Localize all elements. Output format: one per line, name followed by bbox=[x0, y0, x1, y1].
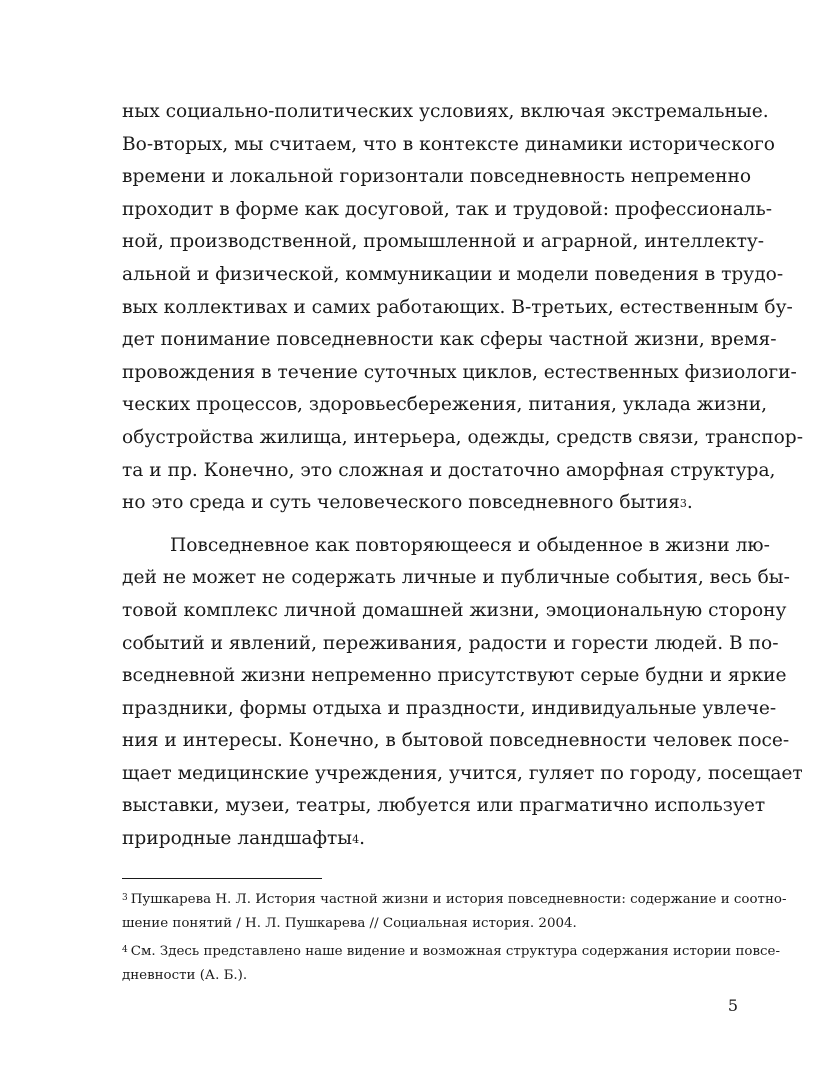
text-line: событий и явлений, переживания, радости и горести людей. В по- bbox=[122, 632, 779, 654]
text-line: ной, производственной, промышленной и аграрной, интеллекту- bbox=[122, 231, 765, 253]
footnote-line: шение понятий / Н. Л. Пушкарева // Социальная история. 2004. bbox=[122, 916, 577, 931]
text-line: вых коллективах и самих работающих. В-третьих, естественным бу- bbox=[122, 296, 793, 318]
paragraph-1 bbox=[122, 96, 803, 520]
footnote-reference-4[interactable]: 4 bbox=[352, 833, 360, 847]
text-line: щает медицинские учреждения, учится, гуляет по городу, посещает bbox=[122, 762, 803, 784]
paragraph-gap bbox=[122, 520, 738, 530]
page-number: 5 bbox=[727, 996, 738, 1015]
text-fragment: . bbox=[359, 828, 366, 850]
footnote-mark: 4 bbox=[122, 945, 128, 955]
footnote-3 bbox=[122, 888, 787, 936]
footnote-divider bbox=[122, 878, 322, 879]
footnote-mark: 3 bbox=[122, 893, 128, 903]
footnote-4 bbox=[122, 940, 780, 988]
text-line: та и пр. Конечно, это сложная и достаточно аморфная структура, bbox=[122, 459, 776, 481]
text-line-last bbox=[122, 823, 738, 856]
text-line: товой комплекс личной домашней жизни, эмоциональную сторону bbox=[122, 599, 787, 621]
text-fragment: но это среда и суть человеческого повседневного бытия bbox=[122, 492, 680, 514]
text-line: вседневной жизни непременно присутствуют серые будни и яркие bbox=[122, 665, 787, 687]
text-line-last bbox=[122, 487, 738, 520]
text-line: ния и интересы. Конечно, в бытовой повседневности человек посе- bbox=[122, 730, 790, 752]
footnote-text: Пушкарева Н. Л. История частной жизни и история повседневности: содержание и соотно- bbox=[130, 892, 787, 907]
text-fragment: . bbox=[686, 492, 693, 514]
footnotes bbox=[122, 888, 787, 988]
text-line: альной и физической, коммуникации и модели поведения в трудо- bbox=[122, 263, 784, 285]
text-line: Повседневное как повторяющееся и обыденное в жизни лю- bbox=[170, 534, 770, 556]
text-line: праздники, формы отдыха и праздности, индивидуальные увлече- bbox=[122, 697, 777, 719]
footnote-line: дневности (А. Б.). bbox=[122, 968, 248, 983]
footnote-line bbox=[122, 888, 787, 912]
footnote-line bbox=[122, 940, 780, 964]
text-line: дей не может не содержать личные и публичные события, весь бы- bbox=[122, 567, 790, 589]
paragraph-2 bbox=[122, 530, 803, 856]
text-line: ных социально-политических условиях, включая экстремальные. bbox=[122, 101, 769, 122]
text-line: времени и локальной горизонтали повседневность непременно bbox=[122, 166, 752, 188]
text-line: проходит в форме как досуговой, так и трудовой: профессиональ- bbox=[122, 198, 773, 220]
footnote-reference-3[interactable]: 3 bbox=[679, 497, 687, 511]
text-line: ческих процессов, здоровьесбережения, питания, уклада жизни, bbox=[122, 394, 768, 416]
text-line: Во-вторых, мы считаем, что в контексте динамики исторического bbox=[122, 133, 775, 155]
text-line: выставки, музеи, театры, любуется или прагматично использует bbox=[122, 795, 766, 817]
body-text bbox=[122, 96, 803, 856]
text-line: дет понимание повседневности как сферы частной жизни, время- bbox=[122, 329, 777, 351]
text-line: провождения в течение суточных циклов, естественных физиологи- bbox=[122, 361, 797, 383]
text-fragment: природные ландшафты bbox=[122, 828, 353, 850]
text-line: обустройства жилища, интерьера, одежды, средств связи, транспор- bbox=[122, 426, 803, 448]
footnote-text: См. Здесь представлено наше видение и возможная структура содержания истории повсе- bbox=[130, 944, 780, 959]
